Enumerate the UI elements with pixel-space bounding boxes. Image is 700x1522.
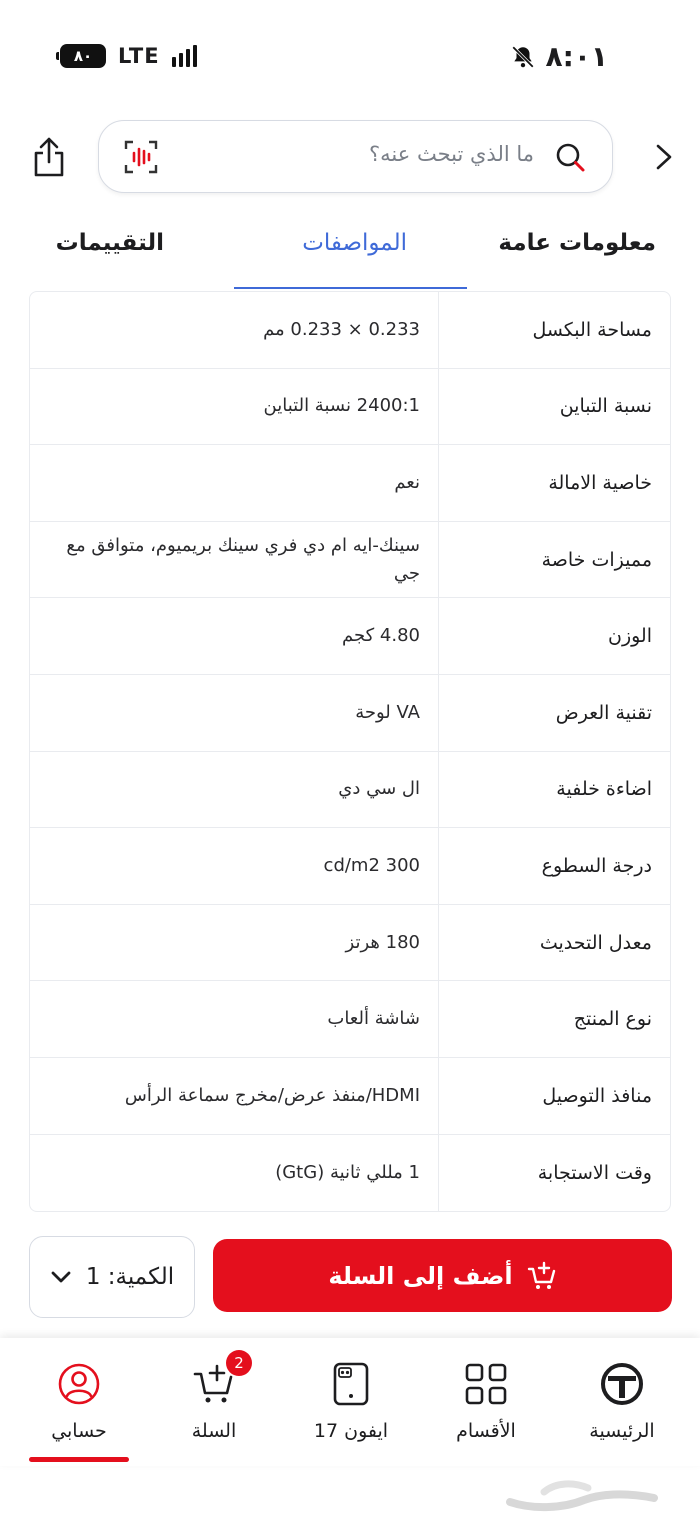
spec-label: وقت الاستجابة xyxy=(438,1135,670,1212)
add-to-cart-label: أضف إلى السلة xyxy=(328,1261,513,1290)
spec-value: 0.233 × 0.233 مم xyxy=(263,318,420,340)
table-row xyxy=(30,1058,670,1135)
table-row xyxy=(30,292,670,369)
nav-categories-label: الأقسام xyxy=(456,1420,516,1442)
search-placeholder: ما الذي تبحث عنه؟ xyxy=(369,142,534,166)
spec-value: نعم xyxy=(394,472,420,494)
share-icon xyxy=(31,136,67,178)
spec-value: VA لوحة xyxy=(355,701,420,723)
share-button[interactable] xyxy=(26,134,72,180)
spec-value: 180 هرتز xyxy=(345,931,420,953)
spec-value: 1 مللي ثانية (GtG) xyxy=(275,1161,420,1183)
table-row xyxy=(30,828,670,905)
spec-label: الوزن xyxy=(438,598,670,674)
search-input[interactable] xyxy=(98,120,613,193)
spec-value: HDMI/منفذ عرض/مخرج سماعة الرأس xyxy=(124,1084,420,1106)
grid-icon xyxy=(462,1360,510,1408)
status-left xyxy=(60,44,197,68)
spec-value: cd/m2 300 xyxy=(323,855,420,876)
battery-indicator: ٨٠ xyxy=(60,44,106,68)
nav-iphone[interactable] xyxy=(291,1360,411,1442)
spec-label: مساحة البكسل xyxy=(438,292,670,368)
quantity-label: الكمية: 1 xyxy=(85,1264,175,1290)
table-row xyxy=(30,1135,670,1212)
clock: ٨:٠١ xyxy=(545,40,608,73)
chevron-down-icon xyxy=(50,1266,72,1288)
nav-account[interactable] xyxy=(19,1360,139,1442)
phone-icon xyxy=(327,1360,375,1408)
watermark-logo-icon xyxy=(504,1472,664,1516)
bell-muted-icon xyxy=(510,44,536,70)
tab-general-info[interactable]: معلومات عامة xyxy=(498,230,656,256)
add-to-cart-button[interactable] xyxy=(213,1239,672,1312)
nav-account-label: حسابي xyxy=(51,1420,107,1442)
active-nav-indicator xyxy=(29,1457,129,1462)
spec-label: مميزات خاصة xyxy=(438,522,670,598)
spec-label: نوع المنتج xyxy=(438,981,670,1057)
cart-icon xyxy=(190,1354,244,1408)
product-tabs xyxy=(0,210,700,290)
spec-value: 2400:1 نسبة التباين xyxy=(263,395,420,417)
cart-count-badge: 2 xyxy=(226,1350,252,1376)
table-row xyxy=(30,675,670,752)
cart-add-icon xyxy=(527,1261,557,1291)
spec-value: شاشة ألعاب xyxy=(327,1008,420,1030)
active-tab-indicator xyxy=(234,287,467,289)
table-row xyxy=(30,522,670,599)
table-row xyxy=(30,752,670,829)
bottom-navigation xyxy=(0,1338,700,1466)
spec-label: معدل التحديث xyxy=(438,905,670,981)
spec-value: سينك-ايه ام دي فري سينك بريميوم، متوافق مع جي xyxy=(66,534,420,584)
spec-label: نسبة التباين xyxy=(438,369,670,445)
chevron-right-icon xyxy=(648,142,678,172)
nav-home-label: الرئيسية xyxy=(589,1420,655,1442)
spec-value: 4.80 كجم xyxy=(342,625,420,647)
tab-reviews[interactable]: التقييمات xyxy=(55,230,164,256)
home-logo-icon xyxy=(598,1360,646,1408)
voice-search-icon[interactable] xyxy=(123,139,159,175)
table-row xyxy=(30,369,670,446)
spec-label: اضاءة خلفية xyxy=(438,752,670,828)
table-row xyxy=(30,905,670,982)
back-button[interactable] xyxy=(648,142,678,172)
table-row xyxy=(30,981,670,1058)
nav-iphone-label: ايفون 17 xyxy=(313,1420,389,1442)
specifications-table xyxy=(29,291,671,1212)
quantity-selector[interactable] xyxy=(29,1236,195,1318)
nav-cart-label: السلة xyxy=(191,1420,237,1442)
nav-categories[interactable] xyxy=(426,1360,546,1442)
search-header xyxy=(0,120,700,195)
nav-cart[interactable] xyxy=(154,1354,274,1442)
spec-label: تقنية العرض xyxy=(438,675,670,751)
spec-value: ال سي دي xyxy=(338,778,420,800)
search-icon xyxy=(554,141,586,173)
network-type: LTE xyxy=(118,44,160,68)
spec-label: درجة السطوع xyxy=(438,828,670,904)
purchase-action-bar xyxy=(0,1234,700,1324)
table-row xyxy=(30,598,670,675)
status-right xyxy=(510,40,608,73)
user-icon xyxy=(55,1360,103,1408)
spec-label: منافذ التوصيل xyxy=(438,1058,670,1134)
signal-icon xyxy=(172,45,197,67)
spec-label: خاصية الامالة xyxy=(438,445,670,521)
status-bar xyxy=(0,0,700,110)
tab-specifications[interactable]: المواصفات xyxy=(302,230,407,256)
table-row xyxy=(30,445,670,522)
nav-home[interactable] xyxy=(562,1360,682,1442)
